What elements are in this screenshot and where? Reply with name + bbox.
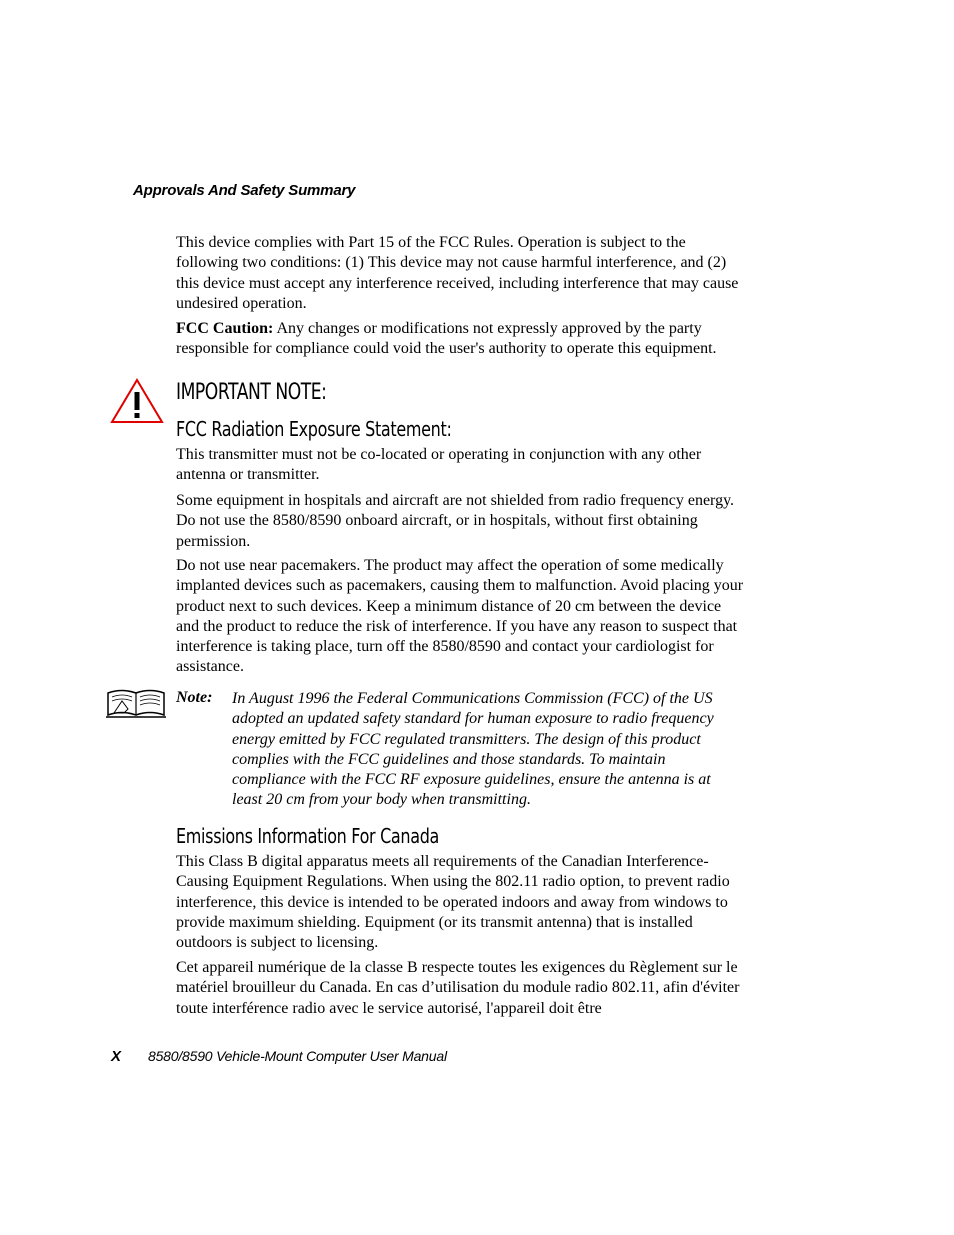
fcc-caution-label: FCC Caution: — [176, 320, 274, 337]
page-number: X — [111, 1048, 122, 1065]
note-label: Note: — [176, 689, 213, 706]
body-paragraph — [176, 958, 746, 1019]
body-paragraph — [176, 491, 746, 552]
canada-emissions-heading: Emissions Information For Canada — [176, 824, 440, 848]
body-paragraph — [176, 445, 746, 486]
body-paragraph — [176, 852, 746, 953]
canada-french-text: Cet appareil numérique de la classe B respecte toutes les exigences du Règlement sur le matériel brouilleur du Canada. En cas d’utilisation du module radio 802.11, afin d'éviter toute interférence radio avec le service autorisé, l'appareil doit être — [176, 959, 740, 1017]
pacemaker-text: Do not use near pacemakers. The product may affect the operation of some medically implanted devices such as pacemakers, causing them to malfunction. Avoid placing your product next to such devices. Keep a minimum distance of 20 cm between the device and the product to reduce the risk of interference. If you have any reason to suspect that interference is taking place, turn off the 8580/8590 and contact your cardiologist for assistance. — [176, 557, 744, 676]
section-header: Approvals And Safety Summary — [133, 182, 356, 199]
body-paragraph — [176, 556, 746, 678]
warning-triangle-icon — [110, 378, 164, 424]
hospital-aircraft-text: Some equipment in hospitals and aircraft are not shielded from radio frequency energy. Do not use the 8580/8590 onboard aircraft, or in hospitals, without first obtaining permission. — [176, 492, 735, 550]
note-text: In August 1996 the Federal Communications Commission (FCC) of the US adopted an updated safety standard for human exposure to radio frequency energy emitted by FCC regulated transmitters. The design of this product complies with the FCC guidelines and those standards. To maintain compliance with the FCC RF exposure guidelines, ensure the antenna is at least 20 cm from your body when transmitting. — [232, 690, 714, 809]
important-note-heading: IMPORTANT NOTE: — [176, 380, 327, 405]
footer-manual-title: 8580/8590 Vehicle-Mount Computer User Manual — [148, 1048, 447, 1064]
book-icon — [104, 687, 168, 719]
canada-english-text: This Class B digital apparatus meets all requirements of the Canadian Interference-Causing Equipment Regulations. When using the 802.11 radio option, to prevent radio interference, this device is intended to be operated indoors and away from windows to provide maximum shielding. Equipment (or its transmit antenna) that is installed outdoors is subject to licensing. — [176, 853, 730, 952]
compliance-text: This device complies with Part 15 of the FCC Rules. Operation is subject to the following two conditions: (1) This device may not cause harmful interference, and (2) this device must accept any interference received, including interference that may cause undesired operation. — [176, 234, 739, 312]
fcc-radiation-heading: FCC Radiation Exposure Statement: — [176, 417, 452, 441]
compliance-paragraph — [176, 233, 746, 314]
fcc-caution-text: Any changes or modifications not expressly approved by the party responsible for compliance could void the user's authority to operate this equipment. — [176, 320, 717, 358]
fcc-caution-paragraph — [176, 319, 746, 360]
colocation-text: This transmitter must not be co-located or operating in conjunction with any other antenna or transmitter. — [176, 446, 702, 484]
